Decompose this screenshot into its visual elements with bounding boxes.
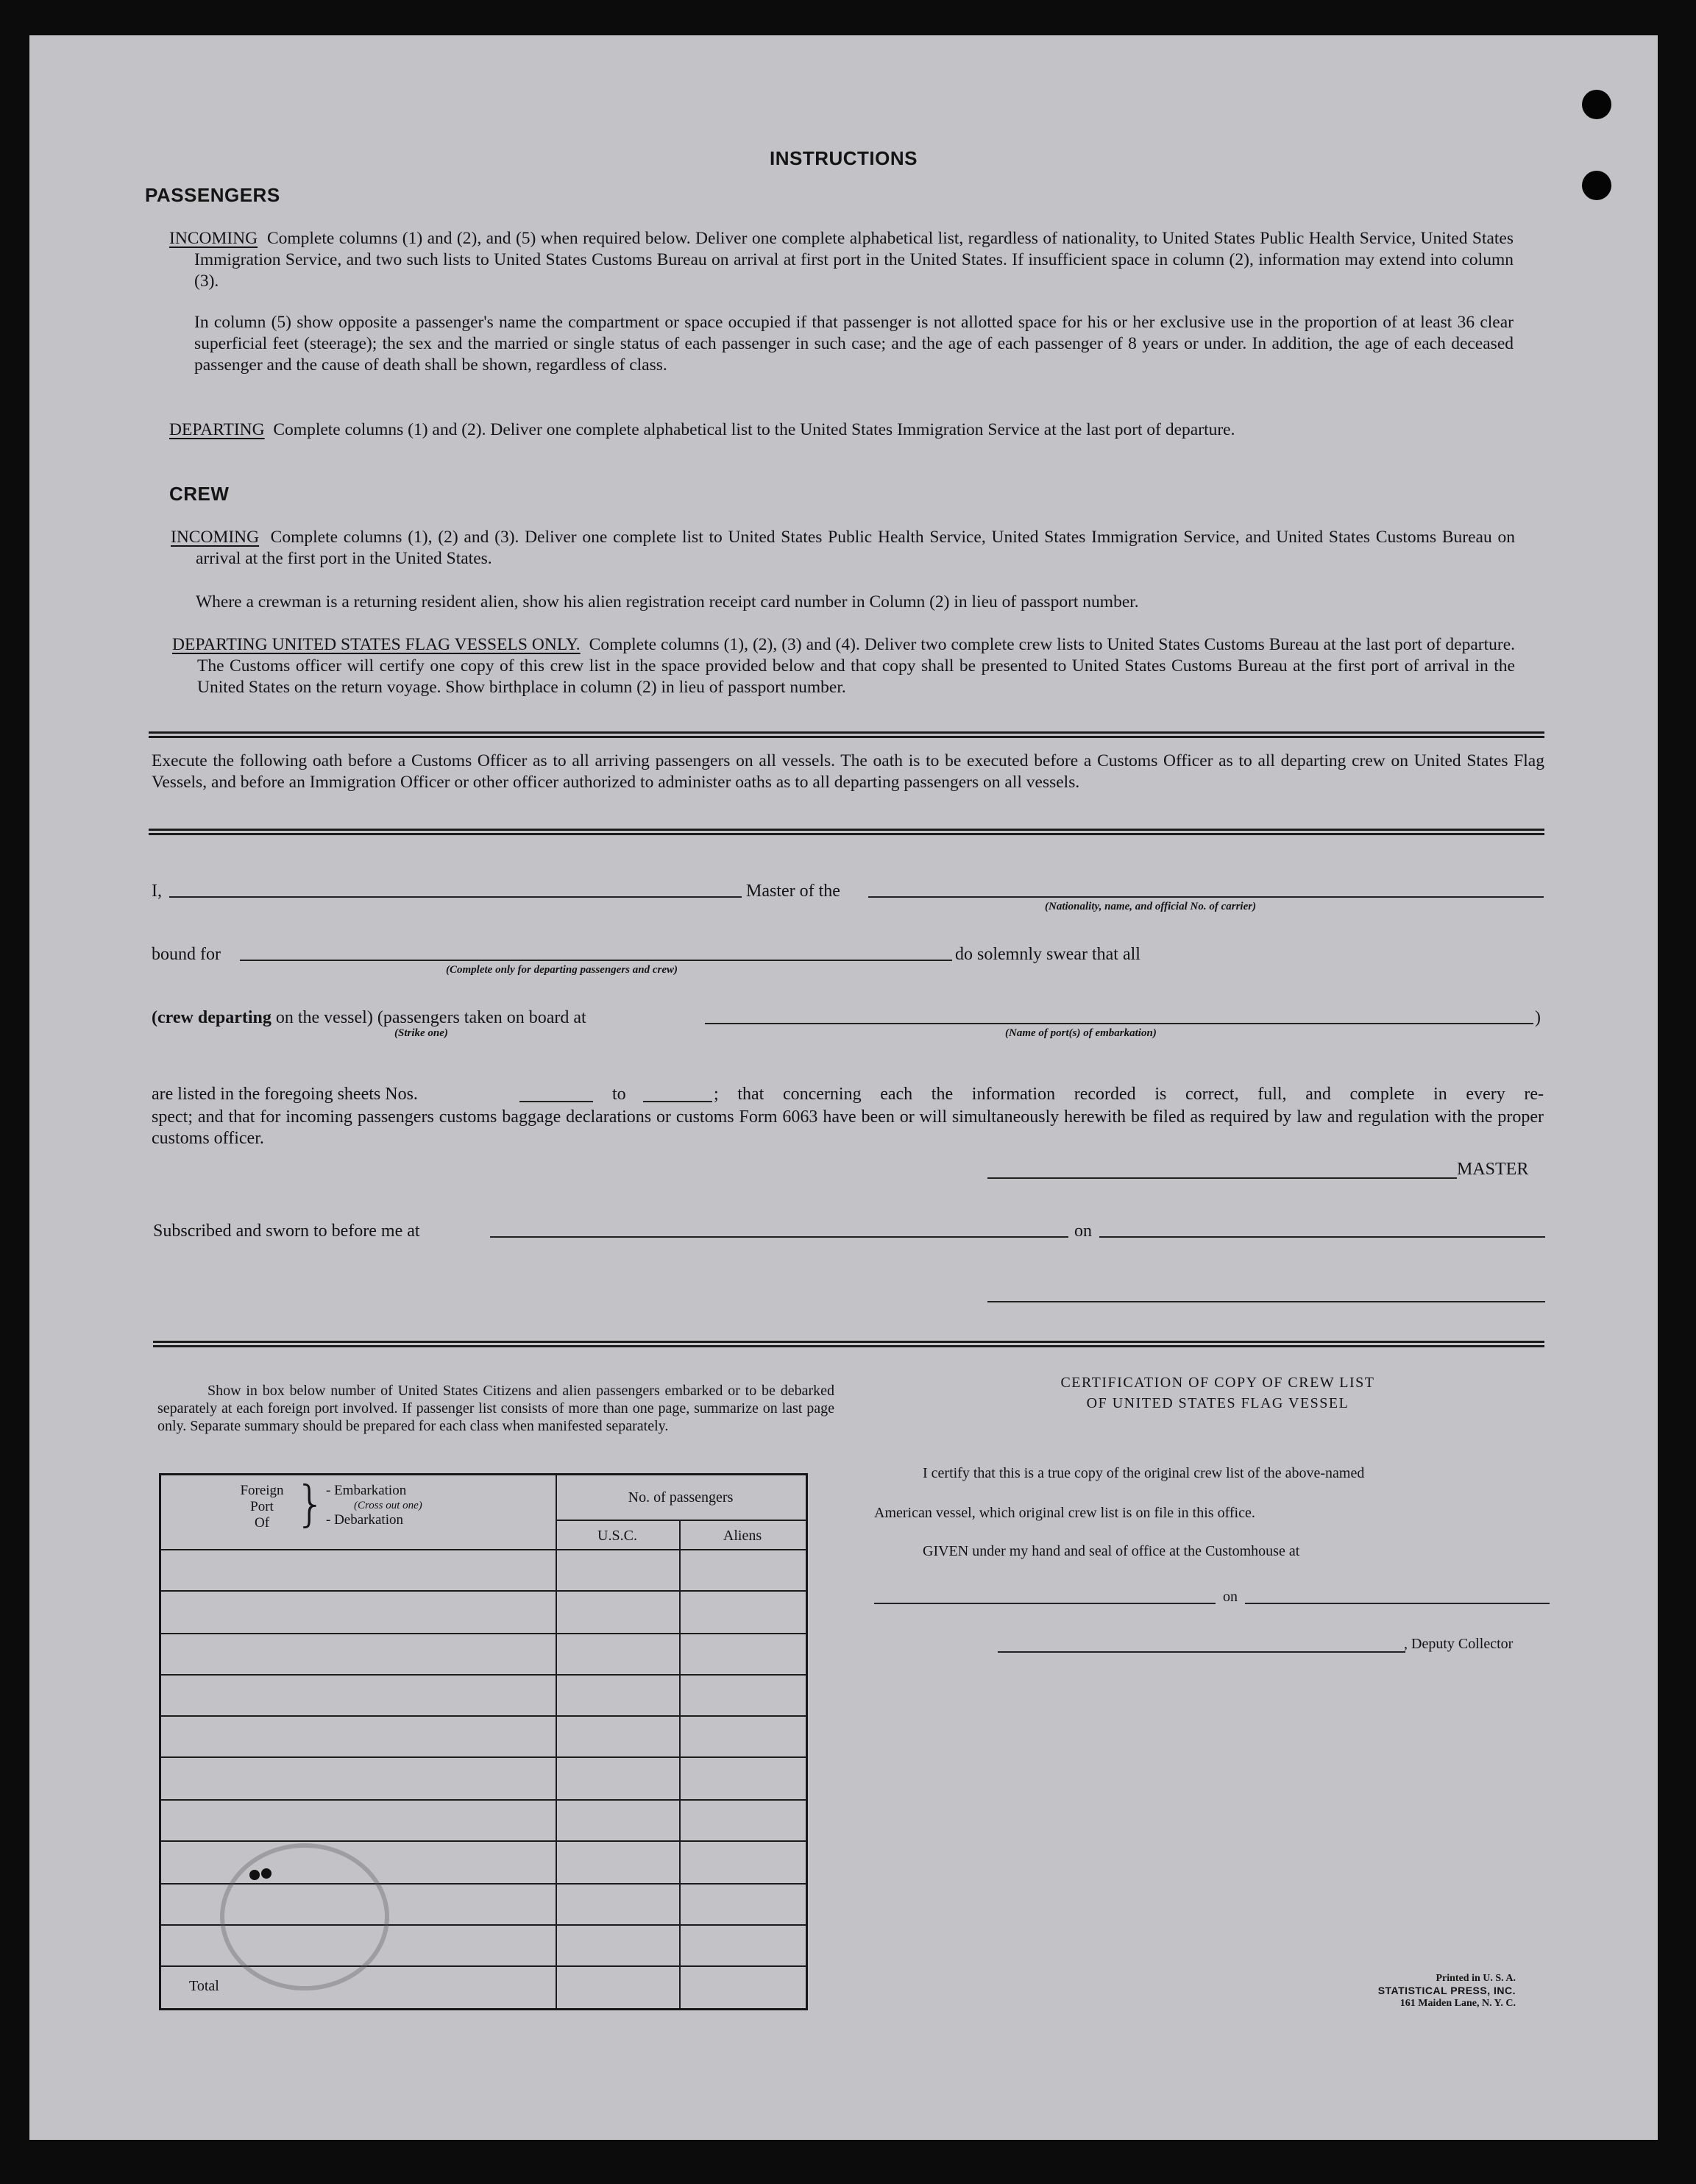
listed-continuation: spect; and that for incoming passengers customs baggage declarations or customs Form 6063 have been or will simultaneously herewith be filed as required by law and regulation with the proper customs officer.: [152, 1107, 1544, 1148]
bound-for-field[interactable]: [240, 960, 952, 961]
passengers-incoming-label: INCOMING: [169, 229, 258, 248]
crew-incoming-text: Complete columns (1), (2) and (3). Deliver one complete list to United States Public Health Service, United States Immigration Service, and United States Customs Bureau on arrival at the first port in the United States.: [196, 528, 1515, 568]
passengers-taken-label: (passengers taken on board at: [377, 1008, 586, 1027]
master-of-the-label: Master of the: [746, 882, 840, 901]
printer-line-3: 161 Maiden Lane, N. Y. C.: [1399, 1998, 1516, 2009]
bound-for-label: bound for: [152, 945, 221, 964]
section-divider-2: [149, 829, 1544, 835]
brace-icon: }: [295, 1475, 326, 1532]
table-subheader-divider: [556, 1520, 806, 1521]
sworn-place-field[interactable]: [490, 1236, 1068, 1238]
passengers-departing-label: DEPARTING: [169, 420, 265, 439]
customhouse-field[interactable]: [874, 1603, 1216, 1604]
printer-line-2: STATISTICAL PRESS, INC.: [1377, 1985, 1516, 1996]
section-divider-1: [149, 731, 1544, 738]
punch-hole-top: [1582, 90, 1611, 119]
col-of-label: Of: [254, 1515, 270, 1531]
total-label: Total: [189, 1978, 219, 1994]
embarkation-label: - Embarkation: [326, 1483, 407, 1498]
instructions-title: INSTRUCTIONS: [770, 147, 918, 169]
master-signature-field[interactable]: [987, 1177, 1457, 1179]
oath-i-label: I,: [152, 882, 162, 901]
deputy-signature-field[interactable]: [998, 1651, 1405, 1653]
certification-title-1: CERTIFICATION OF COPY OF CREW LIST: [1060, 1375, 1375, 1391]
col-foreign-label: Foreign: [240, 1483, 284, 1498]
crew-departing-paragraph: [172, 634, 1515, 698]
certify-line-1: I certify that this is a true copy of the original crew list of the above-named: [923, 1465, 1365, 1481]
table-row-line: [161, 1633, 806, 1634]
bound-for-caption: (Complete only for departing passengers and crew): [446, 964, 678, 976]
given-line: GIVEN under my hand and seal of office at the Customhouse at: [923, 1543, 1300, 1559]
table-col-divider-1: [556, 1475, 557, 2008]
crew-departing-label: (crew departing: [152, 1008, 272, 1027]
oath-instruction: Execute the following oath before a Customs Officer as to all arriving passengers on all vessels. The oath is to be executed before a Customs Officer as to all departing crew on United States Flag Vessels, and before an Immigration Officer or other officer authorized to administer oaths as to all departing passengers on all vessels.: [152, 751, 1544, 792]
crew-incoming-paragraph: [171, 527, 1515, 570]
sheet-to-field[interactable]: [643, 1101, 712, 1102]
passengers-heading: PASSENGERS: [145, 184, 280, 206]
certify-line-2: American vessel, which original crew list is on file in this office.: [874, 1505, 1255, 1521]
crew-heading: CREW: [169, 483, 230, 505]
no-passengers-header: No. of passengers: [628, 1489, 734, 1506]
table-row-line: [161, 1590, 806, 1592]
carrier-field[interactable]: [868, 896, 1544, 898]
strike-one-caption: (Strike one): [394, 1027, 448, 1039]
embarkation-port-field[interactable]: [705, 1023, 1533, 1024]
officer-signature-field[interactable]: [987, 1301, 1545, 1302]
passengers-incoming-paragraph: [169, 228, 1514, 292]
printer-line-1: Printed in U. S. A.: [1436, 1973, 1516, 1984]
col-port-label: Port: [250, 1499, 274, 1514]
summary-table: [159, 1473, 808, 2010]
table-row-line: [161, 1756, 806, 1758]
table-row-line: [161, 1840, 806, 1842]
passengers-incoming-text: Complete columns (1) and (2), and (5) when required below. Deliver one complete alphabetical list, regardless of nationality, to United States Public Health Service, United States Immigration Service, and two such lists to United States Customs Bureau on arrival at first port in the United States. If insufficient space in column (2), information may extend into column (3).: [194, 229, 1514, 291]
punch-hole-bottom: [1582, 171, 1611, 200]
subscribed-label: Subscribed and sworn to before me at: [153, 1222, 420, 1241]
passengers-departing-text: Complete columns (1) and (2). Deliver one complete alphabetical list to the United States Immigration Service at the last port of departure.: [273, 420, 1235, 439]
do-swear-label: do solemnly swear that all: [955, 945, 1140, 964]
usc-header: U.S.C.: [597, 1528, 637, 1544]
crew-departing-text: Complete columns (1), (2), (3) and (4). Deliver two complete crew lists to United States Customs Bureau at the last port of departure. The Customs officer will certify one copy of this crew list in the space provided below and that copy shall be presented to United States Customs Bureau at the first port of arrival in the United States on the return voyage. Show birthplace in column (2) in lieu of passport number.: [197, 635, 1515, 697]
sheets-line: [152, 1085, 1544, 1105]
on-the-vessel-label: on the vessel): [275, 1008, 373, 1027]
deputy-collector-label: , Deputy Collector: [1404, 1636, 1514, 1652]
table-col-divider-2: [679, 1520, 681, 2008]
table-row-line: [161, 1674, 806, 1676]
crew-passengers-line: [152, 1008, 586, 1028]
ports-caption: (Name of port(s) of embarkation): [1005, 1027, 1157, 1039]
sworn-date-field[interactable]: [1099, 1236, 1545, 1238]
sheet-from-field[interactable]: [519, 1101, 593, 1102]
listed-start-label: are listed in the foregoing sheets Nos.: [152, 1085, 418, 1104]
crew-returning-paragraph: Where a crewman is a returning resident alien, show his alien registration receipt card number in Column (2) in lieu of passport number.: [196, 592, 1139, 611]
cert-on-label: on: [1223, 1589, 1238, 1605]
cross-out-label: (Cross out one): [354, 1500, 422, 1511]
ink-mark: [261, 1868, 272, 1879]
close-paren: ): [1535, 1008, 1541, 1027]
crew-departing-label: DEPARTING UNITED STATES FLAG VESSELS ONLY.: [172, 635, 581, 654]
listed-rest-label: ; that concerning each the information recorded is correct, full, and complete in every re-: [714, 1085, 1544, 1104]
table-row-line: [161, 1715, 806, 1717]
form-page: [29, 35, 1658, 2140]
crew-incoming-label: INCOMING: [171, 528, 260, 547]
ink-mark: [249, 1870, 260, 1880]
sheet-to-label: to: [612, 1085, 626, 1104]
carrier-caption: (Nationality, name, and official No. of carrier): [1045, 901, 1257, 912]
certification-title-2: OF UNITED STATES FLAG VESSEL: [1086, 1395, 1349, 1411]
passengers-departing-paragraph: [169, 419, 1514, 441]
master-label: MASTER: [1457, 1160, 1529, 1179]
table-row-line: [161, 1799, 806, 1801]
summary-instruction: Show in box below number of United States Citizens and alien passengers embarked or to be debarked separately at each foreign port involved. If passenger list consists of more than one page, summarize on last page only. Separate summary should be prepared for each class when manifested separately.: [157, 1383, 834, 1434]
passengers-column5-paragraph: In column (5) show opposite a passenger's name the compartment or space occupied if that passenger is not allotted space for his or her exclusive use in the proportion of at least 36 clear superficial feet (steerage); the sex and the married or single status of each passenger in such case; and the age of each passenger of 8 years or under. In addition, the age of each deceased passenger and the cause of death shall be shown, regardless of class.: [194, 313, 1514, 375]
col-foreign-port-of: [229, 1483, 295, 1531]
debarkation-label: - Debarkation: [326, 1512, 403, 1528]
section-divider-3: [153, 1341, 1544, 1347]
faded-stamp: [220, 1843, 389, 1990]
table-header-divider: [161, 1549, 806, 1550]
embark-debark-block: [326, 1483, 547, 1528]
aliens-header: Aliens: [723, 1528, 762, 1544]
sworn-on-label: on: [1074, 1222, 1092, 1241]
master-name-field[interactable]: [169, 896, 742, 898]
cert-date-field[interactable]: [1245, 1603, 1550, 1604]
printer-imprint: [1280, 1972, 1516, 2010]
